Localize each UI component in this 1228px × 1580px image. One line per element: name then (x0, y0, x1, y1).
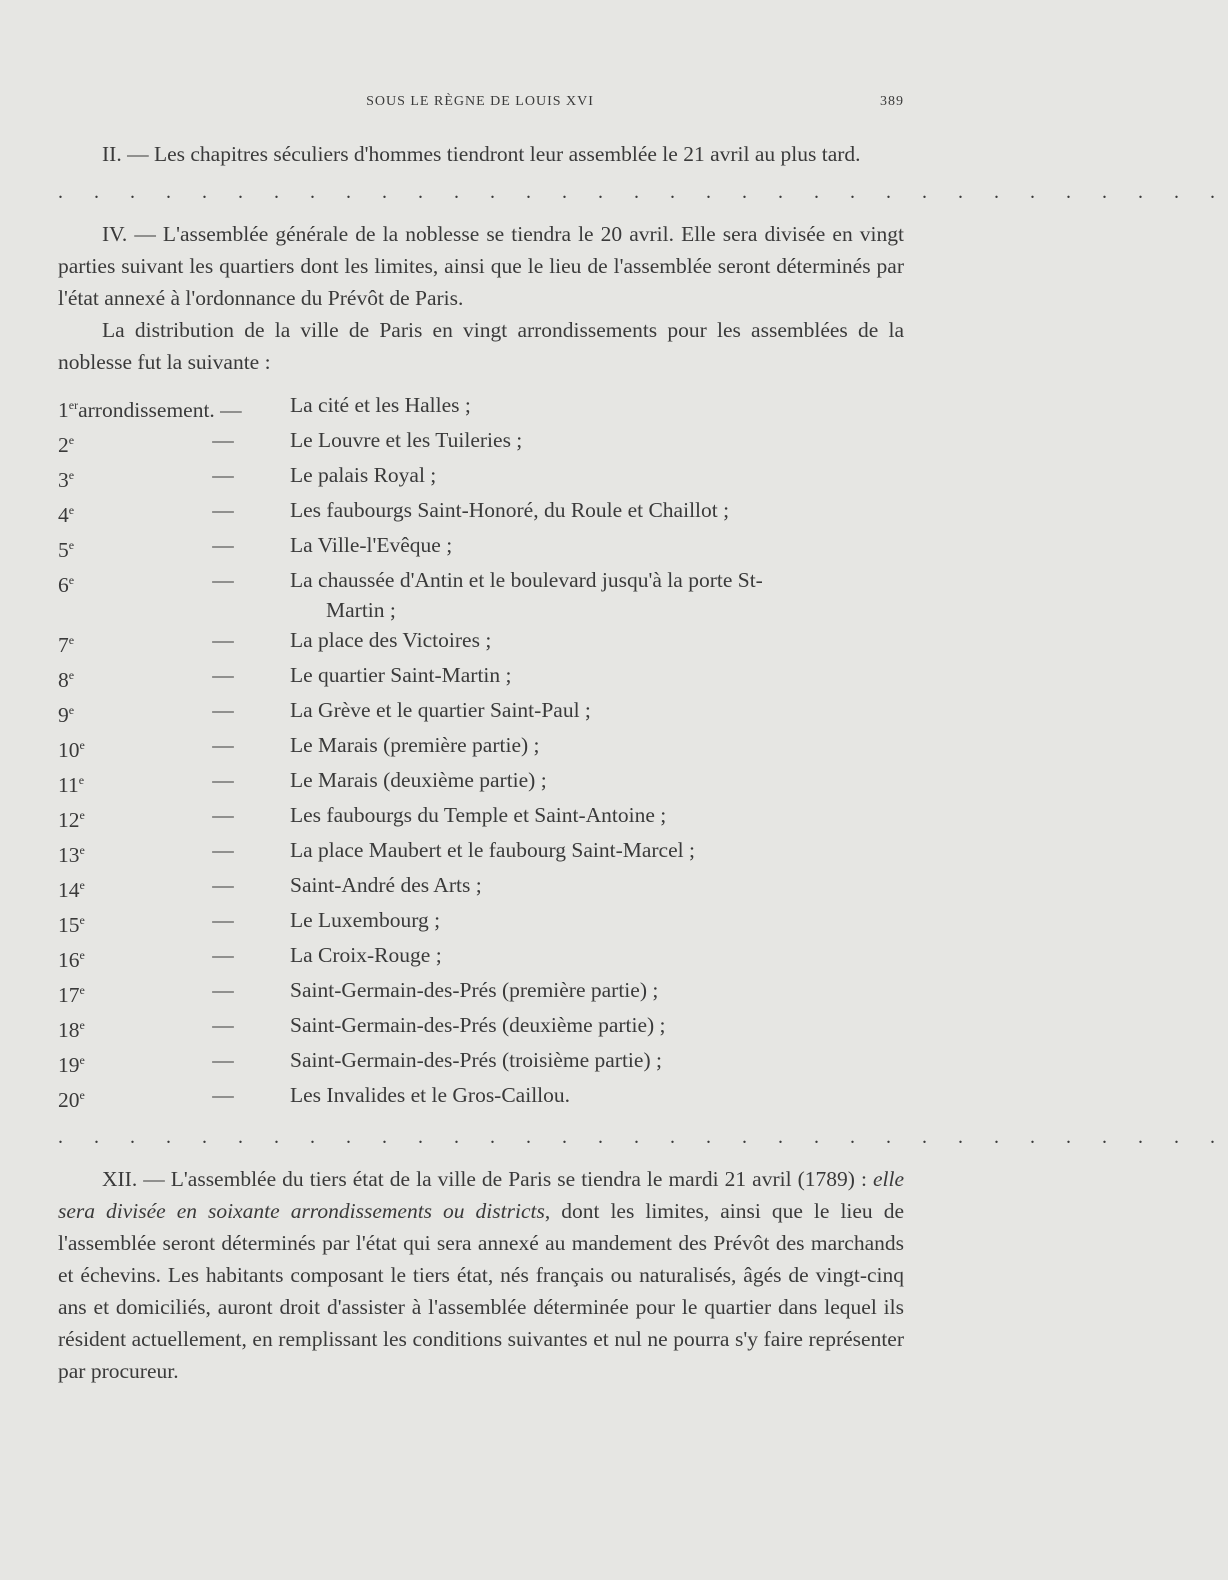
arrondissement-description: La cité et les Halles ; (290, 393, 471, 417)
arrondissement-row (58, 800, 904, 835)
paragraph-article-ii: II. — Les chapitres séculiers d'hommes tiendront leur assemblée le 21 avril au plus tard. (102, 142, 861, 166)
ditto-dash: — (212, 498, 234, 522)
arrondissement-number (58, 425, 156, 460)
ditto-dash: — (212, 1013, 234, 1037)
arrondissement-row (58, 905, 904, 940)
ordinal-suffix: e (68, 503, 75, 517)
paragraph-article-iv: IV. — L'assemblée générale de la noblesse se tiendra le 20 avril. Elle sera divisée en vingt parties suivant les quartiers dont les limites, ainsi que le lieu de l'assemblée seront déterminés par l'état annexé à l'ordonnance du Prévôt de Paris. (58, 222, 904, 310)
arrondissement-number (58, 460, 156, 495)
arrondissement-description-line: La chaussée d'Antin et le boulevard jusqu'à la porte St- (290, 568, 763, 592)
arrondissement-row (58, 660, 904, 695)
running-title: SOUS LE RÈGNE DE LOUIS XVI (366, 94, 594, 109)
ordinal-suffix: e (79, 1018, 85, 1032)
ordinal-suffix: e (78, 773, 85, 787)
arrondissement-description-line: Le Marais (première partie) ; (290, 733, 540, 757)
arrondissement-ordinal: 18 (58, 1018, 80, 1042)
arrondissement-number (58, 530, 156, 565)
arrondissement-row (58, 390, 904, 425)
ditto-dash: — (212, 533, 234, 557)
ordinal-suffix: e (79, 913, 85, 927)
ordinal-suffix: e (68, 668, 75, 682)
arrondissement-row (58, 625, 904, 660)
ordinal-suffix: e (79, 1053, 85, 1067)
ditto-dash: — (212, 908, 234, 932)
article-xii-end: , dont les limites, ainsi que le lieu de l'assemblée seront déterminés par l'état qui sera annexé au mandement des Prévôt des marchands et échevins. Les habitants composant le tiers état, nés français ou naturalisés, âgés de vingt-cinq ans et domiciliés, auront droit d'assister à l'assemblée déterminée pour le quartier dans lequel ils résident actuellement, en remplissant les conditions suivantes et nul ne pourra s'y faire représenter par procureur. (58, 1199, 904, 1383)
ditto-dash: — (212, 1083, 234, 1107)
ordinal-suffix: e (68, 703, 75, 717)
arrondissement-description-line: La place Maubert et le faubourg Saint-Marcel ; (290, 838, 695, 862)
arrondissement-ordinal: 16 (58, 948, 80, 972)
arrondissement-number (58, 695, 156, 730)
ditto-dash: — (212, 463, 234, 487)
arrondissement-number (58, 765, 156, 800)
arrondissement-description (290, 730, 904, 760)
page-number: 389 (880, 94, 904, 109)
arrondissement-description (290, 695, 904, 725)
paragraph-distribution: La distribution de la ville de Paris en vingt arrondissements pour les assemblées de la noblesse fut la suivante : (58, 318, 904, 374)
arrondissement-description-line: Les Invalides et le Gros-Caillou. (290, 1083, 571, 1107)
arrondissement-ordinal: 5 (58, 538, 69, 562)
arrondissement-description-line: Saint-Germain-des-Prés (deuxième partie) ; (290, 1013, 666, 1037)
arrondissement-number (58, 625, 156, 660)
arrondissement-number: 1 (58, 398, 69, 422)
arrondissement-row (58, 565, 904, 625)
arrondissement-ordinal: 2 (58, 433, 69, 457)
ordinal-suffix: e (79, 738, 85, 752)
arrondissement-row (58, 765, 904, 800)
ordinal-suffix: er (68, 398, 79, 412)
arrondissement-ordinal: 19 (58, 1053, 80, 1077)
arrondissement-description-line: La place des Victoires ; (290, 628, 492, 652)
ditto-dash: — (212, 428, 234, 452)
ordinal-suffix: e (79, 843, 85, 857)
arrondissement-row (58, 695, 904, 730)
arrondissement-ordinal: 20 (58, 1088, 80, 1112)
ordinal-suffix: e (68, 538, 75, 552)
arrondissement-ordinal: 14 (58, 878, 80, 902)
ditto-dash: — (212, 568, 234, 592)
arrondissement-description (290, 1010, 904, 1040)
arrondissement-ordinal: 8 (58, 668, 69, 692)
arrondissement-ordinal: 6 (58, 573, 69, 597)
ditto-dash: — (212, 838, 234, 862)
ditto-dash: — (212, 663, 234, 687)
ordinal-suffix: e (79, 983, 85, 997)
ditto-dash: — (212, 873, 234, 897)
ordinal-suffix: e (79, 1088, 85, 1102)
arrondissement-ordinal: 9 (58, 703, 69, 727)
arrondissement-number (58, 1080, 156, 1115)
page-body (58, 138, 1228, 1387)
arrondissement-description-line: Les faubourgs Saint-Honoré, du Roule et Chaillot ; (290, 498, 730, 522)
arrondissement-description (290, 565, 904, 625)
arrondissement-number (58, 660, 156, 695)
arrondissement-description-line: Le Luxembourg ; (290, 908, 441, 932)
ditto-dash: — (212, 768, 234, 792)
arrondissement-ordinal: 4 (58, 503, 69, 527)
arrondissement-number (58, 905, 156, 940)
arrondissement-description-line: Saint-Germain-des-Prés (troisième partie) ; (290, 1048, 662, 1072)
arrondissement-description-line: Le Louvre et les Tuileries ; (290, 428, 523, 452)
arrondissement-row (58, 425, 904, 460)
arrondissement-ordinal: 10 (58, 738, 80, 762)
ditto-dash: — (212, 628, 234, 652)
arrondissement-description (290, 905, 904, 935)
arrondissement-number (58, 870, 156, 905)
arrondissement-ordinal: 13 (58, 843, 80, 867)
arrondissement-number (58, 730, 156, 765)
arrondissement-ordinal: 11 (58, 773, 79, 797)
arrondissement-row (58, 835, 904, 870)
arrondissement-description (290, 1045, 904, 1075)
arrondissement-number (58, 1010, 156, 1045)
ditto-dash: — (212, 698, 234, 722)
arrondissement-description (290, 660, 904, 690)
arrondissement-description (290, 800, 904, 830)
arrondissement-ordinal: 15 (58, 913, 80, 937)
arrondissement-description-line: Le quartier Saint-Martin ; (290, 663, 512, 687)
arrondissement-description-line: La Croix-Rouge ; (290, 943, 442, 967)
arrondissement-description (290, 765, 904, 795)
article-xii-start: XII. — L'assemblée du tiers état de la ville de Paris se tiendra le mardi 21 avril (1789) : (102, 1167, 873, 1191)
arrondissement-first-label (58, 390, 290, 425)
arrondissement-description-line: Saint-Germain-des-Prés (première partie) ; (290, 978, 659, 1002)
arrondissements-list (58, 390, 904, 1115)
ordinal-suffix: e (68, 468, 75, 482)
arrondissement-number (58, 835, 156, 870)
arrondissement-number (58, 565, 156, 600)
ditto-dash: — (212, 733, 234, 757)
arrondissement-description-line: Le Marais (deuxième partie) ; (290, 768, 547, 792)
article-xii-italic: elle sera divisée en soixante arrondissements ou districts (58, 1167, 904, 1223)
arrondissement-description (290, 460, 904, 490)
arrondissement-ordinal: 12 (58, 808, 80, 832)
arrondissement-description (290, 495, 904, 525)
arrondissement-description-continuation: Martin ; (326, 598, 396, 622)
arrondissement-description-line: La Ville-l'Evêque ; (290, 533, 453, 557)
arrondissement-description (290, 1080, 904, 1110)
arrondissement-row (58, 1010, 904, 1045)
ditto-dash: — (212, 943, 234, 967)
ordinal-suffix: e (68, 433, 75, 447)
arrondissement-row (58, 1045, 904, 1080)
arrondissement-ordinal: 17 (58, 983, 80, 1007)
ordinal-suffix: e (68, 573, 75, 587)
arrondissement-description (290, 870, 904, 900)
ellipsis-line: . . . . . . . . . . . . . . . . . . . . . . . . . . . . . . . . . (58, 1126, 1228, 1148)
running-head (56, 94, 904, 114)
arrondissement-row (58, 730, 904, 765)
ordinal-suffix: e (68, 633, 75, 647)
arrondissement-row (58, 495, 904, 530)
ditto-dash: — (212, 978, 234, 1002)
arrondissement-number (58, 940, 156, 975)
arrondissement-row (58, 940, 904, 975)
ditto-dash: — (212, 1048, 234, 1072)
arrondissement-description-line: Les faubourgs du Temple et Saint-Antoine ; (290, 803, 667, 827)
arrondissement-number (58, 800, 156, 835)
arrondissement-description-line: La Grève et le quartier Saint-Paul ; (290, 698, 591, 722)
arrondissement-row (58, 1080, 904, 1115)
ordinal-suffix: e (79, 878, 85, 892)
arrondissement-number (58, 495, 156, 530)
arrondissement-description-line: Saint-André des Arts ; (290, 873, 482, 897)
paragraph-article-xii (58, 1163, 904, 1387)
arrondissement-description (290, 975, 904, 1005)
arrondissement-description (290, 835, 904, 865)
arrondissement-number (58, 1045, 156, 1080)
arrondissement-description (290, 530, 904, 560)
ordinal-suffix: e (79, 808, 85, 822)
ditto-dash: — (212, 803, 234, 827)
arrondissement-description (290, 625, 904, 655)
arrondissement-row (58, 975, 904, 1010)
arrondissement-number (58, 975, 156, 1010)
arrondissement-description-line: Le palais Royal ; (290, 463, 437, 487)
arrondissement-description (290, 940, 904, 970)
arrondissement-description (290, 425, 904, 455)
arrondissement-ordinal: 3 (58, 468, 69, 492)
arrondissement-word: arrondissement. — (78, 398, 242, 422)
ellipsis-line: . . . . . . . . . . . . . . . . . . . . . . . . . . . . . . . . . (58, 181, 1228, 203)
arrondissement-row (58, 530, 904, 565)
arrondissement-row (58, 460, 904, 495)
arrondissement-ordinal: 7 (58, 633, 69, 657)
arrondissement-row (58, 870, 904, 905)
ordinal-suffix: e (79, 948, 85, 962)
